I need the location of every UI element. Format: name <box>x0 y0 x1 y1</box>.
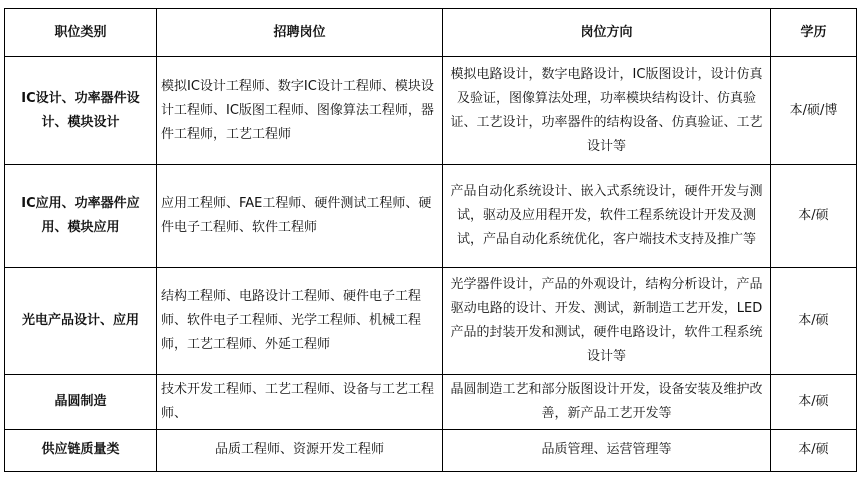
education-cell: 本/硕 <box>771 375 857 429</box>
category-cell: IC应用、功率器件应用、模块应用 <box>5 165 157 268</box>
category-cell: 晶圆制造 <box>5 375 157 429</box>
table-row <box>5 375 857 429</box>
header-category: 职位类别 <box>5 9 157 57</box>
positions-cell: 品质工程师、资源开发工程师 <box>157 429 443 471</box>
direction-cell: 晶圆制造工艺和部分版图设计开发，设备安装及维护改善，新产品工艺开发等 <box>443 375 771 429</box>
education-cell: 本/硕 <box>771 165 857 268</box>
table-row <box>5 429 857 471</box>
positions-cell: 应用工程师、FAE工程师、硬件测试工程师、硬件电子工程师、软件工程师 <box>157 165 443 268</box>
positions-cell: 技术开发工程师、工艺工程师、设备与工艺工程师、 <box>157 375 443 429</box>
table-row <box>5 267 857 375</box>
direction-cell: 模拟电路设计，数字电路设计，IC版图设计，设计仿真及验证，图像算法处理，功率模块结构设计、仿真验证、工艺设计，功率器件的结构设备、仿真验证、工艺设计等 <box>443 57 771 165</box>
education-cell: 本/硕 <box>771 429 857 471</box>
positions-cell: 结构工程师、电路设计工程师、硬件电子工程师、软件电子工程师、光学工程师、机械工程师，工艺工程师、外延工程师 <box>157 267 443 375</box>
table-header-row <box>5 9 857 57</box>
recruitment-table <box>4 8 857 472</box>
category-cell: 供应链质量类 <box>5 429 157 471</box>
direction-cell: 光学器件设计，产品的外观设计，结构分析设计，产品驱动电路的设计、开发、测试，新制造工艺开发，LED产品的封装开发和测试，硬件电路设计，软件工程系统设计等 <box>443 267 771 375</box>
positions-cell: 模拟IC设计工程师、数字IC设计工程师、模块设计工程师、IC版图工程师、图像算法工程师，器件工程师，工艺工程师 <box>157 57 443 165</box>
education-cell: 本/硕 <box>771 267 857 375</box>
header-direction: 岗位方向 <box>443 9 771 57</box>
table-row <box>5 57 857 165</box>
education-cell: 本/硕/博 <box>771 57 857 165</box>
header-positions: 招聘岗位 <box>157 9 443 57</box>
table-row <box>5 165 857 268</box>
direction-cell: 产品自动化系统设计、嵌入式系统设计，硬件开发与测试，驱动及应用程开发，软件工程系统设计开发及测试，产品自动化系统优化，客户端技术支持及推广等 <box>443 165 771 268</box>
header-education: 学历 <box>771 9 857 57</box>
category-cell: 光电产品设计、应用 <box>5 267 157 375</box>
direction-cell: 品质管理、运营管理等 <box>443 429 771 471</box>
category-cell: IC设计、功率器件设计、模块设计 <box>5 57 157 165</box>
